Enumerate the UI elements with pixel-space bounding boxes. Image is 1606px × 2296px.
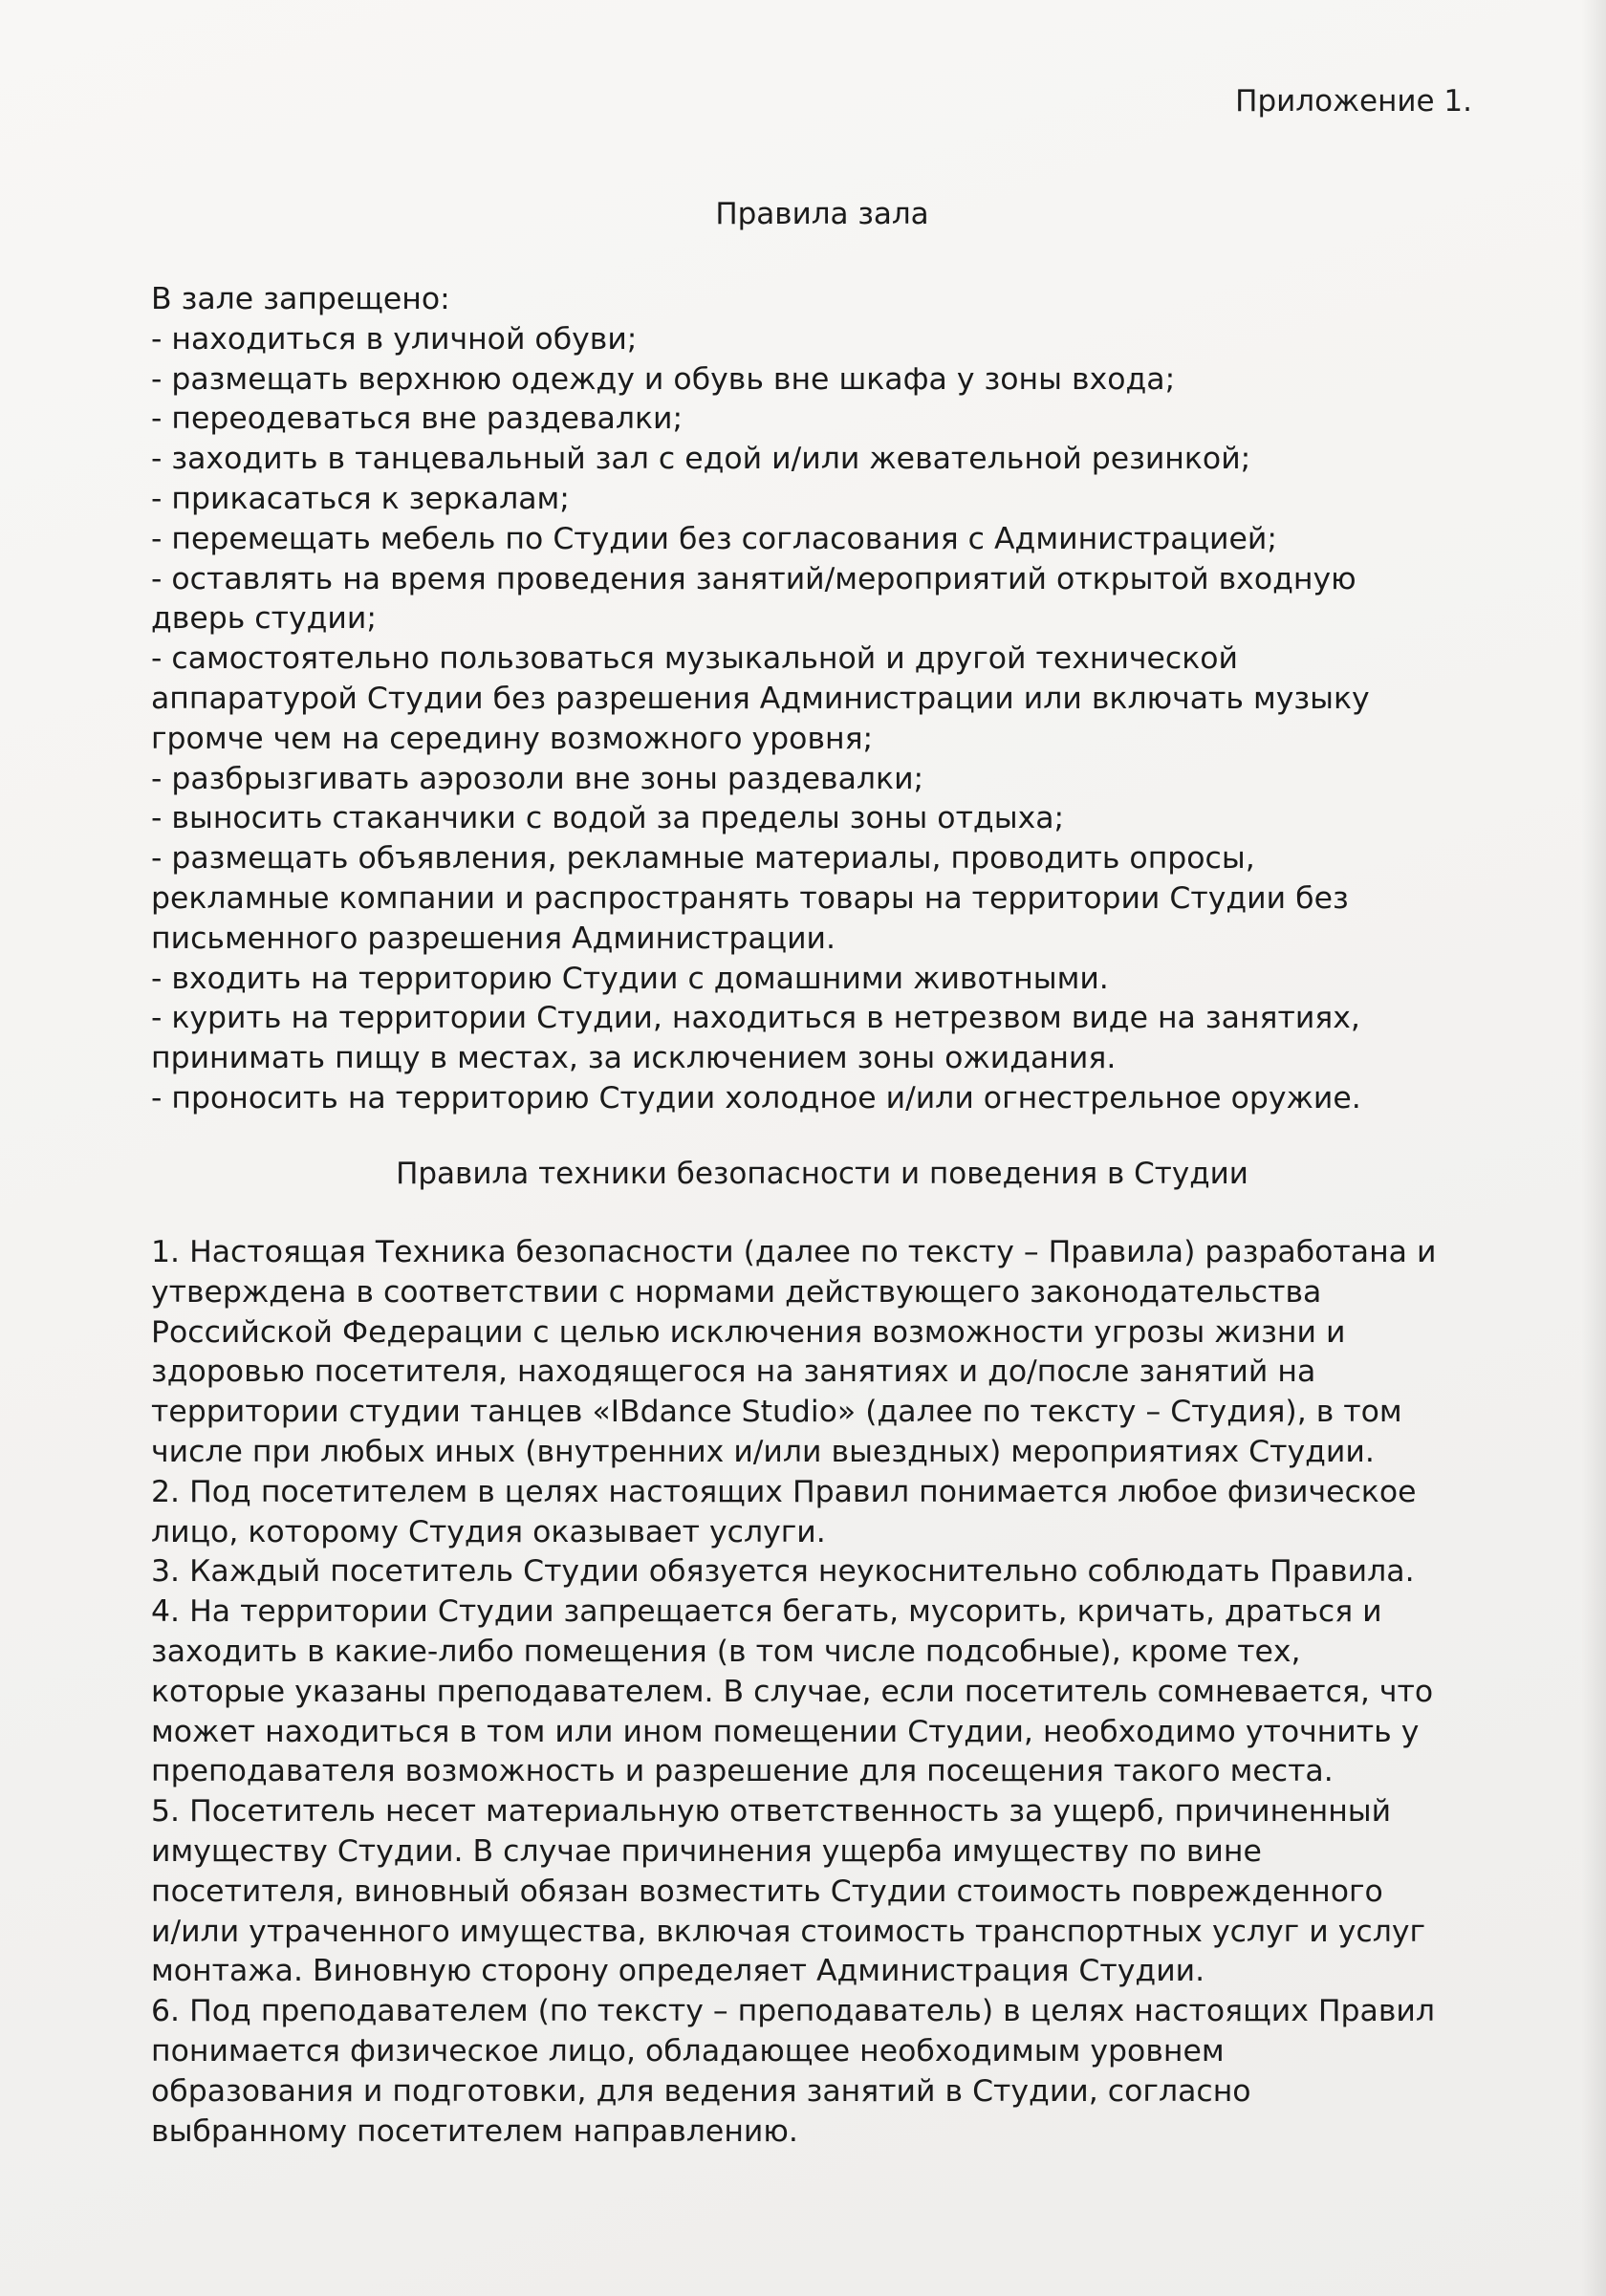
text-line: - оставлять на время проведения занятий/мероприятий открытой входную (151, 561, 1356, 596)
text-line: преподавателя возможность и разрешение для посещения такого места. (151, 1754, 1334, 1789)
text-line: числе при любых иных (внутренних и/или выездных) мероприятиях Студии. (151, 1434, 1375, 1469)
text-line: лицо, которому Студия оказывает услуги. (151, 1514, 826, 1549)
text-line: - выносить стаканчики с водой за пределы зоны отдыха; (151, 801, 1065, 836)
safety-rules-text (151, 1233, 1508, 2152)
text-line: монтажа. Виновную сторону определяет Администрация Студии. (151, 1954, 1205, 1989)
text-line: - проносить на территорию Студии холодное и/или огнестрельное оружие. (151, 1080, 1361, 1116)
text-line: - заходить в танцевальный зал с едой и/или жевательной резинкой; (151, 442, 1251, 477)
text-line: и/или утраченного имущества, включая стоимость транспортных услуг и услуг (151, 1914, 1426, 1949)
text-line: выбранному посетителем направлению. (151, 2113, 798, 2149)
text-line: 5. Посетитель несет материальную ответственность за ущерб, причиненный (151, 1794, 1392, 1830)
page-edge-shadow (1581, 0, 1606, 2296)
text-line: утверждена в соответствии с нормами действующего законодательства (151, 1274, 1322, 1310)
text-line: принимать пищу в местах, за исключением зоны ожидания. (151, 1041, 1117, 1076)
text-line: - входить на территорию Студии с домашними животными. (151, 961, 1109, 996)
text-line: здоровью посетителя, находящегося на занятиях и до/после занятий на (151, 1354, 1316, 1390)
text-line: - разбрызгивать аэрозоли вне зоны раздевалки; (151, 761, 924, 796)
text-line: 4. На территории Студии запрещается бегать, мусорить, кричать, драться и (151, 1594, 1382, 1630)
text-line: - перемещать мебель по Студии без согласования с Администрацией; (151, 521, 1277, 556)
text-line: заходить в какие-либо помещения (в том числе подсобные), кроме тех, (151, 1634, 1301, 1669)
text-line: - размещать верхнюю одежду и обувь вне шкафа у зоны входа; (151, 361, 1176, 397)
text-line: - самостоятельно пользоваться музыкальной и другой технической (151, 641, 1239, 677)
text-line: имуществу Студии. В случае причинения ущерба имуществу по вине (151, 1833, 1262, 1869)
text-line: - курить на территории Студии, находиться в нетрезвом виде на занятиях, (151, 1001, 1360, 1036)
text-line: письменного разрешения Администрации. (151, 921, 836, 956)
safety-rules-title: Правила техники безопасности и поведения в Студии (396, 1157, 1248, 1191)
text-line: В зале запрещено: (151, 282, 450, 316)
text-line: аппаратурой Студии без разрешения Администрации или включать музыку (151, 681, 1370, 716)
text-line: - находиться в уличной обуви; (151, 321, 638, 357)
text-line: громче чем на середину возможного уровня; (151, 721, 874, 756)
text-line: дверь студии; (151, 601, 377, 637)
text-line: 2. Под посетителем в целях настоящих Правил понимается любое физическое (151, 1474, 1417, 1509)
appendix-label: Приложение 1. (1235, 84, 1472, 119)
text-line: может находиться в том или ином помещении Студии, необходимо уточнить у (151, 1714, 1420, 1749)
text-line: 1. Настоящая Техника безопасности (далее по тексту – Правила) разработана и (151, 1235, 1437, 1269)
text-line: образования и подготовки, для ведения занятий в Студии, согласно (151, 2073, 1251, 2109)
hall-rules-title: Правила зала (715, 197, 929, 231)
text-line: 3. Каждый посетитель Студии обязуется неукоснительно соблюдать Правила. (151, 1554, 1415, 1590)
text-line: Российской Федерации с целью исключения возможности угрозы жизни и (151, 1314, 1346, 1350)
text-line: посетителя, виновный обязан возместить Студии стоимость поврежденного (151, 1874, 1383, 1909)
text-line: 6. Под преподавателем (по тексту – преподаватель) в целях настоящих Правил (151, 1994, 1436, 2029)
text-line: - прикасаться к зеркалам; (151, 481, 570, 516)
text-line: рекламные компании и распространять товары на территории Студии без (151, 880, 1349, 916)
text-line: - переодеваться вне раздевалки; (151, 401, 684, 437)
text-line: понимается физическое лицо, обладающее необходимым уровнем (151, 2033, 1225, 2069)
text-line: территории студии танцев «IBdance Studio» (далее по тексту – Студия), в том (151, 1395, 1402, 1430)
text-line: которые указаны преподавателем. В случае, если посетитель сомневается, что (151, 1674, 1434, 1709)
text-line: - размещать объявления, рекламные материалы, проводить опросы, (151, 841, 1255, 877)
hall-rules-text (151, 280, 1508, 1119)
